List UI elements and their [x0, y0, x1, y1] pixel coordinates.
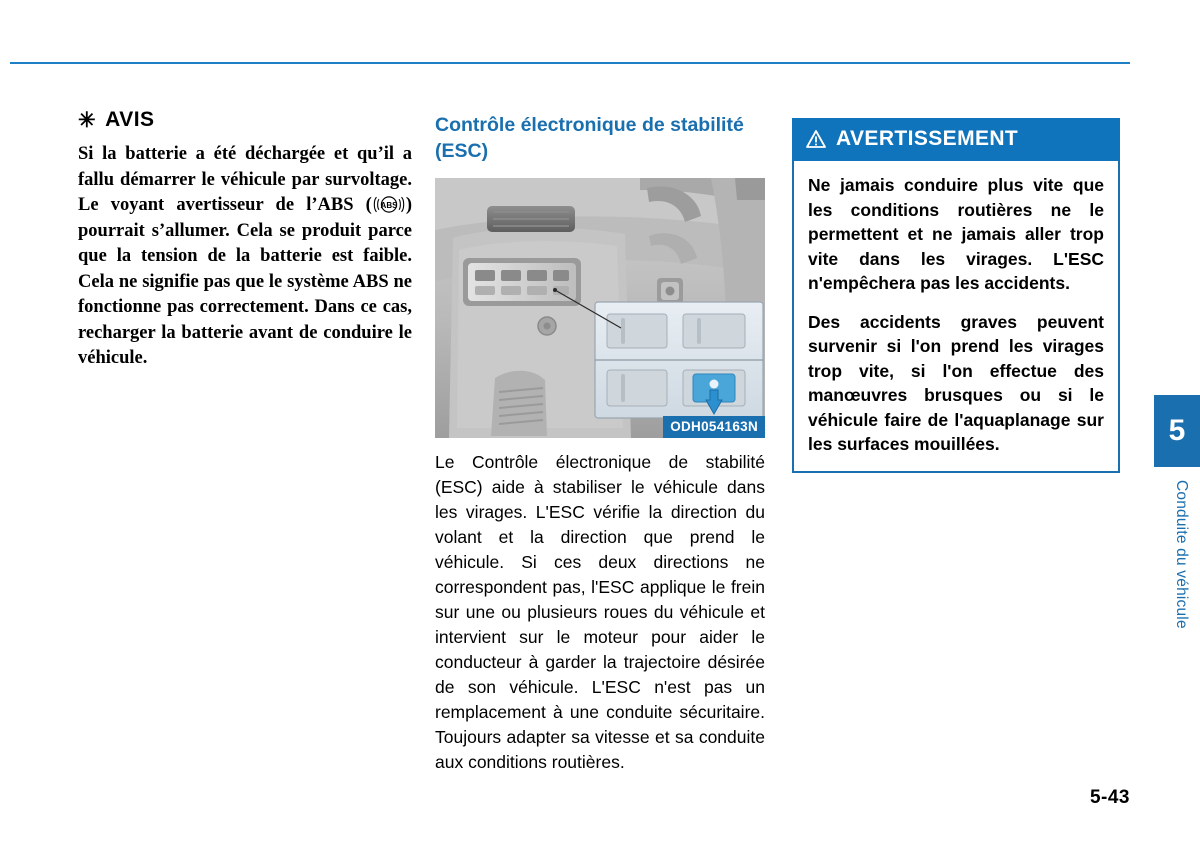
esc-block — [435, 112, 765, 775]
notice-heading — [78, 108, 412, 132]
svg-text:ABS: ABS — [380, 201, 398, 210]
warning-body-box — [792, 161, 1120, 473]
esc-illustration — [435, 178, 765, 438]
esc-section-title: Contrôle électronique de stabilité (ESC) — [435, 114, 744, 162]
chapter-name-label: Conduite du véhicule — [1173, 480, 1190, 629]
warning-header-label: AVERTISSEMENT — [836, 127, 1019, 150]
notice-block — [78, 108, 412, 372]
notice-text-part2: ) pourrait s’allumer. Cela se produit parce que la tension de la batterie est faible. Cela ne signifie pas que le système ABS ne fonctionne pas correctement. Dans ce cas, recharger la batterie avant de conduire le véhicule. — [78, 195, 412, 368]
header-rule — [10, 62, 1130, 64]
warning-triangle-icon — [806, 130, 826, 148]
warning-header — [792, 118, 1120, 161]
page-number: 5-43 — [1089, 787, 1130, 808]
esc-body-text: Le Contrôle électronique de stabilité (ESC) aide à stabiliser le véhicule dans les virages. L'ESC vérifie la direction du volant et la direction que prend le véhicule. Si ces deux directions ne correspondent pas, l'ESC applique le frein sur une ou plusieurs roues du véhicule et intervient sur le moteur pour aider le conducteur à garder la trajectoire désirée de son véhicule. L'ESC n'est pas un remplacement à une conduite sécuritaire. Toujours adapter sa vitesse et sa conduite aux conditions routières. — [435, 452, 765, 772]
notice-heading-label: AVIS — [105, 108, 155, 131]
chapter-number-tab: 5 — [1154, 395, 1200, 467]
notice-text — [78, 142, 412, 372]
abs-warning-light-icon — [372, 195, 406, 214]
asterisk-icon: ✳ — [78, 108, 97, 132]
notice-text-part1: Si la batterie a été déchargée et qu’il a fallu démarrer le véhicule par survoltage. Le voyant avertisseur de l’ABS ( — [78, 144, 412, 215]
figure-caption: ODH054163N — [663, 416, 765, 438]
warning-paragraph: Des accidents graves peuvent survenir si l'on prend les virages trop vite, si l'on effectue des manœuvres brusques ou si le véhicule faire de l'aquaplanage sur les surfaces mouillées. — [808, 311, 1104, 454]
warning-block — [792, 118, 1120, 473]
warning-paragraph: Ne jamais conduire plus vite que les conditions routières ne le permettent et ne jamais aller trop vite dans les virages. L'ESC n'empêchera pas les accidents. — [808, 175, 1104, 293]
dashboard-illustration-svg — [435, 178, 765, 438]
